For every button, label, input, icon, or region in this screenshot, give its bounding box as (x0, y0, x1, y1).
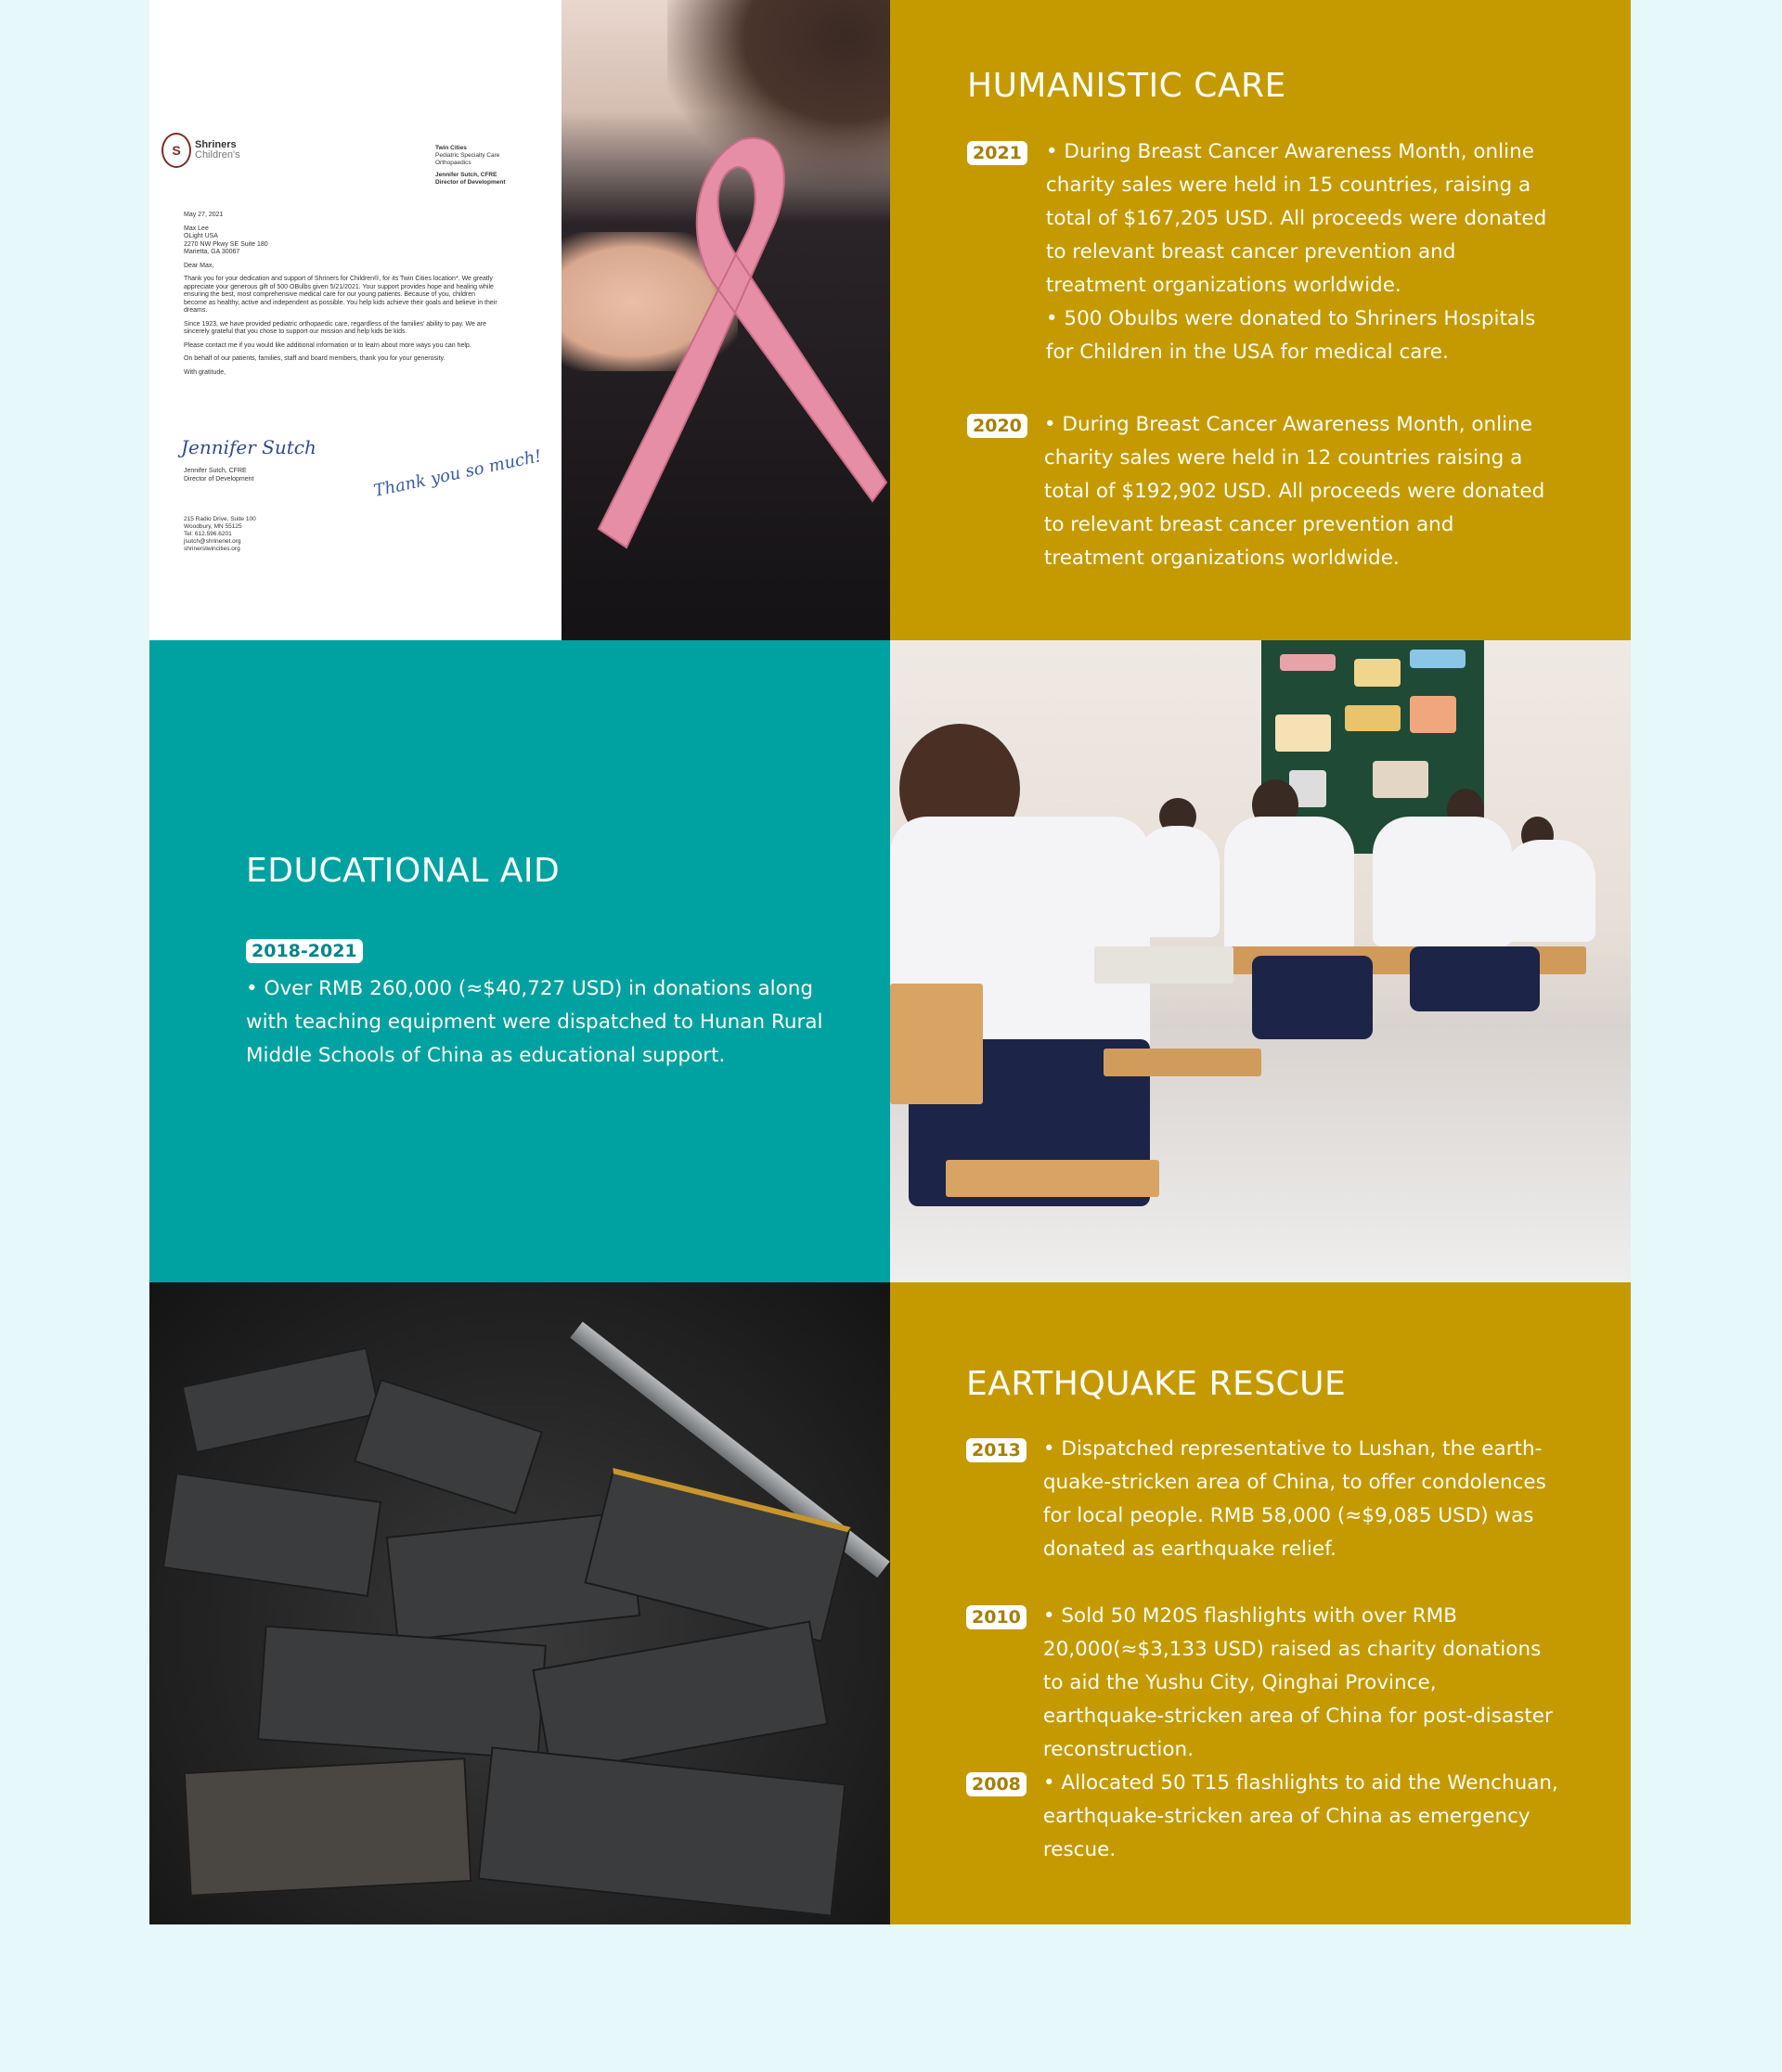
educational-entry-2018-2021 (246, 933, 840, 1073)
footer-line: jsutch@shrinenet.org (184, 538, 241, 545)
asphalt-slab (184, 1757, 472, 1897)
letter-signature: Jennifer Sutch (181, 436, 316, 458)
footer-line: Woodbury, MN 55125 (184, 523, 242, 530)
student (1373, 817, 1512, 946)
logo-name: Shriners (195, 139, 237, 150)
address-line: 2270 NW Pkwy SE Suite 180 (184, 240, 268, 248)
earthquake-road-photo (149, 1282, 890, 1924)
entry-text (1046, 135, 1561, 369)
year-badge: 2018-2021 (246, 939, 363, 963)
earthquake-entry-2008 (966, 1767, 1560, 1867)
footer-line: Tel: 612.596.6201 (184, 531, 232, 537)
classroom-photo (890, 640, 1631, 1282)
earthquake-entry-2013 (966, 1433, 1560, 1566)
board-decoration (1410, 650, 1466, 668)
board-decoration (1275, 714, 1331, 752)
letter-head-line: Twin Cities (435, 145, 467, 151)
shriners-logo-icon: S (161, 133, 191, 168)
earthquake-rescue-panel (890, 1282, 1631, 1924)
handwritten-thanks: Thank you so much! (371, 446, 544, 501)
signer-line: Director of Development (184, 475, 254, 483)
asphalt-slab (532, 1620, 828, 1773)
entry-item: • Over RMB 260,000 (≈$40,727 USD) in donations along with teaching equipment were dispatched to Hunan Rural Middle Schools of China as educational support. (246, 977, 823, 1067)
year-badge: 2020 (967, 414, 1027, 438)
asphalt-slab (478, 1746, 846, 1916)
board-decoration (1345, 705, 1401, 731)
entry-item: • Dispatched representative to Lushan, the earth-quake-stricken area of China, to offer condolences for local people. RMB 58,000 (≈$9,085 USD) was donated as earthquake relief. (1042, 1437, 1546, 1561)
letter-paragraph: Since 1923, we have provided pediatric orthopaedic care, regardless of the families' ability to pay. We are sincerely grateful that you chose to support our mission and help kids be kids. (184, 320, 486, 335)
board-decoration (1410, 696, 1456, 733)
letter-date: May 27, 2021 (184, 212, 224, 218)
footer-line: 215 Radio Drive, Suite 100 (184, 516, 256, 522)
pink-ribbon-icon (562, 0, 890, 640)
humanistic-entry-2021 (967, 135, 1561, 369)
signer-line: Jennifer Sutch, CFRE (184, 468, 247, 474)
asphalt-slab (182, 1347, 381, 1454)
skirt (1410, 946, 1540, 1011)
educational-aid-title: EDUCATIONAL AID (246, 852, 561, 890)
letter-address (184, 225, 499, 257)
entry-item: • Allocated 50 T15 flashlights to aid the Wenchuan, earthquake-stricken area of China as emergency rescue. (1042, 1771, 1558, 1861)
chair-back (890, 984, 983, 1104)
entry-item: • Sold 50 M20S flashlights with over RMB 20,000(≈$3,133 USD) raised as charity donations to aid the Yushu City, Qinghai Province, earthquake-stricken area of China for post-disaster reconstruction. (1042, 1604, 1553, 1761)
letter-paragraph: Please contact me if you would like additional information or to learn about more ways you can help. (184, 341, 471, 349)
letter-body (184, 212, 499, 382)
letter-head-line: Jennifer Sutch, CFRE (435, 172, 497, 178)
humanistic-entry-2020 (967, 408, 1561, 575)
year-badge: 2021 (967, 141, 1027, 165)
letter-paragraph: With gratitude, (184, 368, 226, 376)
entry-text (1044, 408, 1560, 575)
entry-text (1043, 1767, 1559, 1867)
letter-head-line: Orthopaedics (435, 160, 471, 166)
shriners-letter-photo (149, 0, 890, 640)
entry-item: • During Breast Cancer Awareness Month, online charity sales were held in 12 countries raising a total of $192,902 USD. All proceeds were donated to relevant breast cancer prevention and treatment organizations worldwide. (1043, 413, 1545, 570)
skirt (1252, 956, 1373, 1039)
year-badge: 2010 (966, 1605, 1027, 1629)
board-decoration (1354, 659, 1401, 687)
letter-paragraph: Thank you for your dedication and support of Shriners for Children®, for its Twin Cities location*. We greatly appreciate your generous gift of 500 OBulbs given 5/21/2021. Your support provides hope and healing while ensuring the best, most comprehensive medical care for our young patients. Because of you, children become as healthy, active and independent as possible. You help kids achieve their goals and believe in their dreams. (184, 276, 497, 314)
earthquake-rescue-title: EARTHQUAKE RESCUE (966, 1365, 1347, 1403)
earthquake-entry-2010 (966, 1600, 1560, 1767)
humanistic-care-title: HUMANISTIC CARE (967, 67, 1286, 105)
asphalt-slab (257, 1626, 547, 1760)
footer-line: shrinerstwincities.org (184, 546, 240, 552)
year-badge: 2008 (966, 1772, 1027, 1796)
address-line: Marietta, GA 30067 (184, 249, 240, 255)
student (1503, 840, 1595, 942)
asphalt-slab (354, 1379, 543, 1514)
entry-text (246, 972, 840, 1073)
charity-grid (149, 0, 1631, 1924)
educational-aid-panel (149, 640, 890, 1282)
entry-item: • During Breast Cancer Awareness Month, online charity sales were held in 15 countries, raising a total of $167,205 USD. All proceeds were donated to relevant breast cancer prevention and treatment organizations worldwide. (1045, 140, 1547, 297)
address-line: OLight USA (184, 233, 218, 239)
asphalt-slab (162, 1473, 381, 1597)
thank-you-letter (149, 0, 562, 640)
board-decoration (1280, 654, 1336, 671)
chair-seat (1104, 1049, 1261, 1076)
entry-text (1043, 1433, 1559, 1566)
letter-head-line: Director of Development (435, 179, 506, 186)
desk (1094, 946, 1233, 984)
pink-ribbon-photo (562, 0, 890, 640)
board-decoration (1373, 761, 1428, 798)
letter-head-line: Pediatric Specialty Care (435, 152, 500, 159)
entry-item: • 500 Obulbs were donated to Shriners Hospitals for Children in the USA for medical care. (1045, 307, 1536, 364)
letter-footer (184, 516, 256, 553)
entry-text (1043, 1600, 1559, 1767)
letter-right-head (435, 145, 506, 187)
letter-paragraph: On behalf of our patients, families, staff and board members, thank you for your generosity. (184, 355, 446, 362)
humanistic-care-panel (890, 0, 1631, 640)
student (1224, 817, 1354, 956)
logo-sub: Children's (195, 149, 240, 161)
letter-salutation: Dear Max, (184, 262, 214, 269)
address-line: Max Lee (184, 225, 209, 232)
shriners-logo (161, 133, 240, 168)
year-badge: 2013 (966, 1438, 1027, 1462)
chair-seat (946, 1160, 1159, 1197)
